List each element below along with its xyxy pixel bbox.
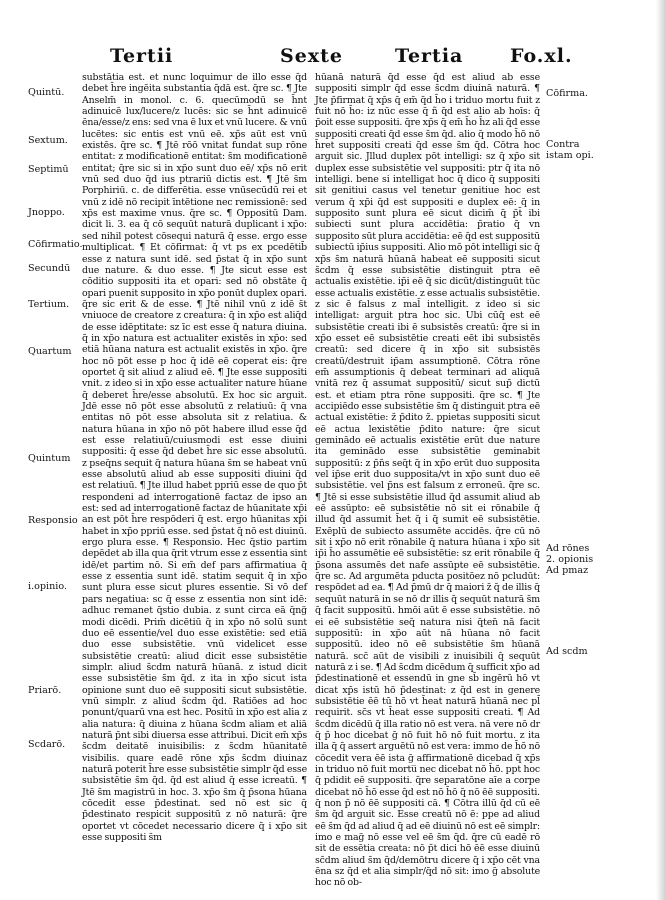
- header-distinction: Sexte: [280, 45, 344, 67]
- header-book: Tertii: [110, 45, 174, 67]
- margin-note-left: Secundū: [28, 263, 71, 274]
- running-header: [110, 45, 573, 75]
- folio-number: Fo.xl.: [510, 45, 573, 67]
- margin-note-right: Cōfirma.: [546, 88, 588, 99]
- text-column-right: [315, 72, 541, 889]
- margin-note-right: Contra istam opi.: [546, 139, 594, 161]
- margin-note-left: Responsio: [28, 515, 78, 526]
- page-edge-shadow: [656, 0, 666, 900]
- margin-note-left: Priarō.: [28, 685, 62, 696]
- margin-note-left: Septimū: [28, 164, 69, 175]
- margin-note-left: Scdarō.: [28, 739, 66, 750]
- text-column-left: [82, 72, 307, 872]
- margin-note-left: i.opinio.: [28, 581, 68, 592]
- margin-note-left: Cōfirmatio.: [28, 239, 83, 250]
- margin-note-right: Ad scdm: [546, 646, 588, 657]
- margin-note-right: Ad pmaz: [546, 565, 589, 576]
- margin-note-left: Quintū.: [28, 87, 65, 98]
- column-left-text: substātia est. et nunc loquimur de illo esse q̄d debet h̄re ingēita substantia q̄dā est. q̄re sc. ¶ Jte Anselm̄ in monol. c. 6. quecūmodū se h̄nt adinuicē lux/lucere/z lucēs: sic se h̄nt adinuicē ēna/esse/z ens: sed vna ē lux et vnū lucere. & vnū lucētes: sic entis est vnū eē. xp̄s aūt est vnū existēs. q̄re sc. ¶ Jtē rōō vnitat fundat sup rōne entitat: z modificationē entitat: s̄m modificationē entitat; q̄re sic si in xp̄o sunt duo eē/ xp̄s nō erit vnū sed duo q̄d ius ptrariū dictis est. ¶ Jtē s̄m Porphiriū. c. de differētia. esse vnūsecūdū rei et vnū z idē nō recipit īntētione nec remissionē: sed xp̄s est maxime vnus. q̄re sc. ¶ Oppositū Dam. dicit li. 3. ea q̄ cō sequūt naturā duplicant i xp̄o: sed nihil potest cōsequi naturā q̄ esse. ergo esse multiplicat. ¶ Et cōfirmat: q̄ vt ps ex pcedētib̄ esse z natura sunt idē. sed p̄stat q̄ in xp̄o sunt due nature. & duo esse. ¶ Jte sicut esse est cōditio suppositi ita et opari: sed nō obstāte q̄ opari puenit supposito in xp̄o ponūt duplex opari. q̄re sic erit & de esse. ¶ Jtē nihil vnū z idē s̄t vniuoce de creatore z creatura: q̄ in xp̄o est aliq̄d de esse idēptitate: sz īc est esse q̄ natura diuina. q̄ in xp̄o natura est actualiter existēs in xp̄o: sed etiā hūana natura est actualit existēs in xp̄o. q̄re hoc nō pōt esse p hoc q̄ idē eē coperat eis: q̄re oportet q̄ sit aliud z aliud eē. ¶ Jte esse suppositi vnit. z ideo si in xp̄o esse actualiter nature hūane q̄ deberet h̄re/esse absolutū. Ex hoc sic arguit. Jdē esse nō pōt esse absolutū z relatiuū: q̄ vna entitas nō pōt esse absoluta sit z relatiua. & natura hūana in xp̄o nō pōt habere illud esse q̄d est esse relatiuū/cuiusmodi est esse diuini suppositi: q̄ esse q̄d debet h̄re sic esse absolutū. z pseq̄ns sequit q̄ natura hūana s̄m se habeat vnū esse absolutū aliud ab esse suppositi diuini q̄d est relatiuū. ¶ Jte illud habet ppriū esse de quo p̄t respondeni ad interrogationē factaz de ipso an est: sed ad interrogationē factaz de hūanitate xp̄i an est pōt h̄re respōderi q̄ est. ergo hūanitas xp̄i habet in xp̄o ppriū esse. sed p̄stat q̄ nō est diuinū. ergo plura esse. ¶ Responsio. Hec q̄stio partim depēdet ab illa qua q̄rit vtrum esse z essentia sint idē/et partim nō. Si em̄ def pars affirmatiua q̄ esse z essentia sunt idē. statim sequit q̄ in xp̄o sunt plura esse sicut plures essentie. Si vō def pars negatiua: sc q̄ esse z essentia non sint idē: adhuc remanet q̄stio dubia. z sunt circa eā q̄ng̃ modi dicēdi. Prim̄ dicētiū q̄ in xp̄o nō solū sunt duo eē essentie/vel duo esse existētie: sed etiā duo esse subsistētie. vnū videlicet esse subsistētie creatū: aliud dicit esse subsistētie simplr. aliud s̄cdm naturā hūanā. z istud dicit esse subsistētie s̄m q̄d. z ita in xp̄o sicut ista opinione sunt duo eē suppositi sicut subsistētie. vnū simplr. z aliud s̄cdm q̄d. Ratiōes ad hoc ponunt/quarū vna est hec. Positū in xp̄o est alia z alia natura: q̄ diuina z hūana s̄cdm aliam et aliā naturā p̄nt sibi diuersa esse attribui. Dicit em̄ xp̄s s̄cdm deitatē inuisibilis: z s̄cdm hūanitatē visibilis. quare eadē rōne xp̄s s̄cdm diuinaz naturā poterit h̄re esse subsistētie simplr q̄d esse subsistētie s̄m q̄d. q̄d est aliud q̄ esse icreatū. ¶ Jtē s̄m magistrū in hoc. 3. xp̄o s̄m q̄ p̄sona hūana cōcedit esse p̄destinat. sed nō est sic q̄ p̄destinato respicit suppositū z nō naturā: q̄re oportet vt cōcedet necessario dicere q̄ i xp̄o sit esse suppositi s̄m: [82, 72, 307, 844]
- margin-note-left: Quintum: [28, 453, 71, 464]
- margin-note-right: Ad rōnes 2. opionis: [546, 543, 594, 565]
- header-question: Tertia: [395, 45, 464, 67]
- margin-note-left: Sextum.: [28, 135, 68, 146]
- margin-note-left: Quartum: [28, 346, 72, 357]
- margin-note-left: Tertium.: [28, 299, 70, 310]
- column-right-text: hūanā naturā q̄d esse q̄d est aliud ab esse suppositi simplr q̄d esse s̄cdm diuinā naturā. ¶ Jte p̄firmat q̄ xp̄s q̄ em̄ q̄d h̄o i triduo mortu fuit z fuit nō h̄o: iz nūc esse q̄ ñ q̄d est alio ab hoīs: q̄ p̄oit esse suppositi. q̄re xp̄s q̄ em̄ h̄o h̄z ali q̄d esse suppositi creati q̄d esse s̄m q̄d. alio q̄ modo h̄ō nō h̄ret suppositi creati q̄d esse s̄m q̄d. Cōtra hoc arguit sic. Jllud duplex pōt intelligi: sz q̄ xp̄o sit duplex esse subsistētie vel suppositi: ptr q̄ ita nō intelligi. bene si intelligat hoc q̄ dico q̄ suppositi sit genitiui casus vel tenetur genitiue hoc est verum q̄ xp̄i q̄d est suppositi e duplex eē: q̄ in supposito sunt plura eē sicut dicim̄ q̄ p̄t̄ ibi subiecti sunt plura accidētia: p̄ratio q̄ vn supposito sūt plura accidētia: eē q̄d est suppositū subiectū ip̄ius suppositi. Alio mō pōt intelligi sic q̄ xp̄s s̄m naturā hūanā habeat eē suppositi sicut s̄cdm q̄ esse subsistētie distinguit ptra eē actualis existētie. ip̄i eē q̄ sic dicūt/distinguūt tūc esse actualis existētie. z esse actualis subsistētie. z sic ē falsus z mal̄ intelligit. z ideo si sic intelligat: arguit ptra hoc sic. Ubi cūq̄ est eē subsistētie creati ibi ē subsistēs creatū: q̄re si in xp̄o esset eē subsistētie creati eēt ibi subsistēs creatū: sed dicere q̄ in xp̄o sit subsistēs creatū/destruit ip̄am assumptionē. Cōtra rōne em̄ assumptionis q̄ debeat terminari ad aliquā vnitā rez q̄ assumat suppositū/ sicut sup̄ dictū est. et etiam ptra rōne suppositi. q̄re sc. ¶ Jte accipiēdo esse subsistētie s̄m q̄ distinguit ptra eē actual existētie: z̄ p̄dito z̄. ppietas suppositi sicut eē actua lexistētie p̄dito nature: q̄re sicut geminādo eē actualis existētie erūt due nature ita geminādo esse subsistētie geminabit suppositū: z p̄n̄s seq̄t q̄ in xp̄o erūt duo supposita vel ip̄se erit duo supposita/vt in xp̄o sunt duo eē subsistētie. vel p̄ns est falsum z erroneū. q̄re sc. ¶ Jtē si esse subsistētie illud q̄d assumit aliud ab eē assūpto: eē subsistētie nō sit ei rōnabile q̄ illud q̄d assumit h̄et q̄ i q̄ sumit eē subsistētie. Exēplū de subiecto assumēte accidēs. q̄re cū nō sit i xp̄o nō erit rōnabile q̄ natura hūana i xp̄o sit ip̄i h̄o assumētie eē subsistētie: sz erit rōnabile q̄ p̄sona assumēs det nafe assūpte eē subsistētie. q̄re sc. Ad argumēta pducta positōez nō pcludūt: respōdet ad ea. ¶ Ad p̄mū dr q̄ maiori z̄ q̄ de illis q̄ sequūt naturā in se nō dr illis q̄ sequūt naturā s̄m q̄ facit suppositū. hmōi aūt ē esse subsistētie. nō ei eē subsistētie seq̄ natura nisi q̄ten̄ nā facit suppositū: in xp̄o aūt nā hūana nō facit suppositū. ideo nō eē subsistētie s̄m hūanā naturā. scc̄ aūt de visibili z inuisibili q̄ sequūt naturā z i se. ¶ Ad s̄cdm dicēdum q̄ sufficit xp̄o ad p̄destinationē et essendū in gne sb̄ ingērū hō vt dicat xp̄s istū hō p̄destinat: z q̄d est in genere subsistētie ēē tū hō vt h̄eat naturā hūanā nec pl̄ requirit. sc̄s vt h̄eat esse suppositi creati. ¶ Ad s̄cdm dicēdū q̄ illa ratio nō est vera. nā vere nō dr q̄ p̄ hoc dicebat ḡ nō fuit hō nō fuit mortu. z ita illa q̄ q̄ assert arguētū nō est vera: immo de h̄ō nō cōcedit vera ēē ista ḡ affirmationē dicebad q̄ xp̄s in triduo nō fuit mortu̅ nec dicebat nō h̄ō. ppt hoc q̄ pdidit eē suppositi. q̄re separatōne aīe a corpe dicebat nō h̄ō esse q̄d est nō h̄ō q̄ nō ēē suppositi. q̄ non p̄ nō ēē suppositi cā. ¶ Cōtra illū q̄d cū eē s̄m q̄d arguit sic. Esse creatū nō ē: ppe ad aliud eē s̄m q̄d ad aliud q̄ ad eē diuinū nō est eē simplr: imo e mag̃ nō esse vel eē s̄m q̄d. q̄re cū eadē rō sit de essētia creata: nō p̄t dici hō ēē esse diuinū sc̄dm aliud s̄m q̄d/demōtru dicere q̄ i xp̄o cēt vna ēna sz q̄d et alia simplr/q̄d nō sit: imo ḡ absolute hoc nō ob-: [315, 72, 541, 889]
- margin-note-left: Jnoppo.: [28, 207, 65, 218]
